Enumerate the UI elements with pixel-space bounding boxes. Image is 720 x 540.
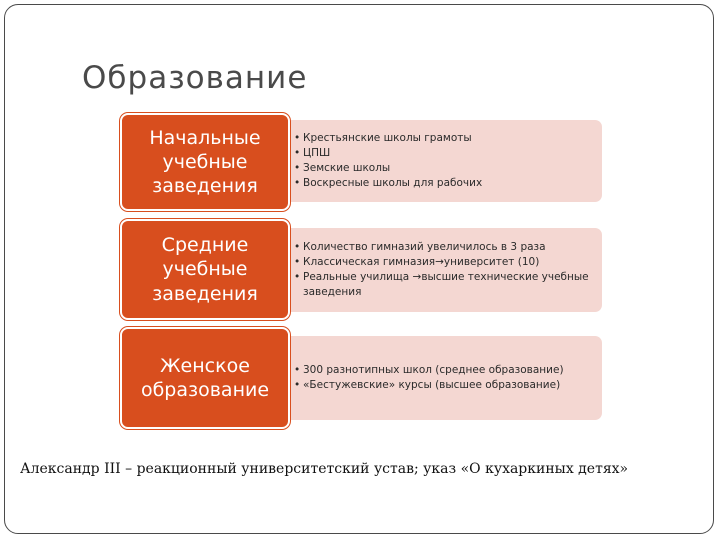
row-2-list — [294, 240, 592, 301]
row-2-label-box — [120, 219, 290, 320]
row-1-item: • Воскресные школы для рабочих — [294, 176, 592, 191]
row-1-item: • Земские школы — [294, 161, 592, 176]
row-3-item: • «Бестужевские» курсы (высшее образование) — [294, 378, 592, 393]
row-2-label: Средние учебные заведения — [152, 234, 258, 305]
slide-title: Образование — [82, 60, 308, 96]
row-1-item: • ЦПШ — [294, 146, 592, 161]
row-2-item: • Реальные училища →высшие технические учебные заведения — [294, 270, 592, 300]
row-3-label-box — [120, 327, 290, 429]
row-1-list — [294, 131, 592, 192]
footer-text: Александр III – реакционный университетский устав; указ «О кухаркиных детях» — [20, 461, 629, 477]
row-3-item: • 300 разнотипных школ (среднее образование) — [294, 363, 592, 378]
row-1-item: • Крестьянские школы грамоты — [294, 131, 592, 146]
row-2-content-panel — [252, 228, 602, 312]
row-3-label: Женское образование — [140, 354, 270, 401]
row-2-item: • Классическая гимназия→университет (10) — [294, 255, 592, 270]
row-1-label-box — [120, 113, 290, 211]
row-1-content-panel — [252, 120, 602, 202]
row-1-label: Начальные учебные заведения — [149, 126, 261, 198]
row-3-list — [294, 363, 592, 393]
row-2-item: • Количество гимназий увеличилось в 3 раза — [294, 240, 592, 255]
row-3-content-panel — [252, 336, 602, 420]
